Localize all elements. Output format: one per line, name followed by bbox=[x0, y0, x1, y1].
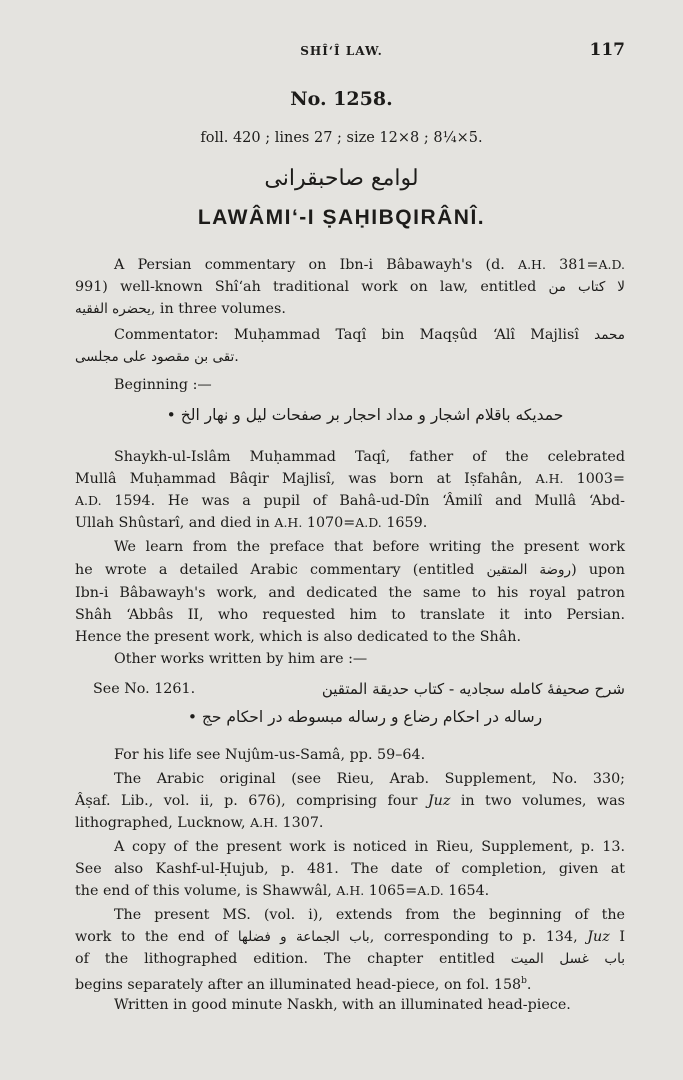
text-line: Written in good minute Naskh, with an illuminated head-piece. bbox=[114, 997, 571, 1013]
text-line: Hence the present work, which is also dedicated to the Shâh. bbox=[75, 629, 522, 645]
text-line: Commentator: Muḥammad Taqî bin Maqṣûd ‘Alî Majlisî محمد bbox=[114, 327, 625, 343]
text-line: Mullâ Muḥammad Bâqir Majlisî, was born at Iṣfahân, A.H. 1003= bbox=[75, 471, 625, 487]
text-line: Other works written by him are :— bbox=[114, 651, 368, 667]
text-line: We learn from the preface that before writing the present work bbox=[114, 539, 625, 555]
arabic-title: لوامع صاحبقرانی bbox=[264, 166, 419, 191]
text-line: lithographed, Lucknow, A.H. 1307. bbox=[75, 815, 324, 831]
text-line: يحضره الفقيه, in three volumes. bbox=[75, 301, 286, 317]
text-line: A.D. 1594. He was a pupil of Bahâ-ud-Dîn ‘Âmilî and Mullâ ‘Abd- bbox=[75, 493, 625, 509]
latin-title: LAWÂMI‘-I ṢAḤIBQIRÂNÎ. bbox=[197, 206, 486, 229]
text-line: the end of this volume, is Shawwâl, A.H. 1065=A.D. 1654. bbox=[75, 883, 490, 899]
text-line: he wrote a detailed Arabic commentary (entitled روضة المتقين) upon bbox=[75, 562, 625, 578]
text-line: begins separately after an illuminated head-piece, on fol. 158$^b$. bbox=[75, 976, 532, 993]
text-line: The present MS. (vol. i), extends from the beginning of the bbox=[114, 907, 625, 923]
text-line: Âṣaf. Lib., vol. ii, p. 676), comprising four Juz in two volumes, was bbox=[75, 793, 625, 809]
text-line: 991) well-known Shî‘ah traditional work on law, entitled لا كتاب من bbox=[75, 279, 625, 295]
text-line: The Arabic original (see Rieu, Arab. Supplement, No. 330; bbox=[114, 771, 625, 787]
text-line: of the lithographed edition. The chapter entitled باب غسل الميت bbox=[75, 951, 625, 967]
text-line: For his life see Nujûm-us-Samâ, pp. 59–64. bbox=[114, 747, 426, 763]
see-reference-line: See No. 1261. شرح صحیفۀ کامله سجادیه - کتاب حدیقة المتقین bbox=[93, 680, 625, 698]
text-line: Ullah Shûstarî, and died in A.H. 1070=A.D. 1659. bbox=[75, 515, 428, 531]
running-header bbox=[0, 40, 683, 64]
text-line: See also Kashf-ul-Ḥujub, p. 481. The date of completion, given at bbox=[75, 861, 625, 877]
text-line: A Persian commentary on Ibn-i Bâbawayh's (d. A.H. 381=A.D. bbox=[114, 257, 625, 273]
text-line: Beginning :— bbox=[114, 377, 212, 393]
arabic-works-line: رساله در احکام رضاع و رساله مبسوطه در احکام حج • bbox=[187, 708, 543, 726]
text-line: A copy of the present work is noticed in Rieu, Supplement, p. 13. bbox=[114, 839, 625, 855]
entry-number: No. 1258. bbox=[290, 88, 393, 110]
physical-description: foll. 420 ; lines 27 ; size 12×8 ; 8¼×5. bbox=[200, 130, 483, 146]
running-title: SHÎ‘Î LAW. bbox=[300, 44, 383, 58]
text-line: تقی بن مقصود علی مجلسی. bbox=[75, 349, 239, 365]
arabic-incipit: حمدیکه باقلام اشجار و مداد احجار بر صفحات لیل و نهار الخ • bbox=[166, 406, 564, 424]
text-line: work to the end of باب الجماعة و فضلها, corresponding to p. 134, Juz I bbox=[75, 929, 625, 945]
text-line: Shâh ‘Abbâs II, who requested him to translate it into Persian. bbox=[75, 607, 625, 623]
text-line: Shaykh-ul-Islâm Muḥammad Taqî, father of the celebrated bbox=[114, 449, 625, 465]
text-line: Ibn-i Bâbawayh's work, and dedicated the same to his royal patron bbox=[75, 585, 625, 601]
page-number: 117 bbox=[589, 40, 625, 60]
